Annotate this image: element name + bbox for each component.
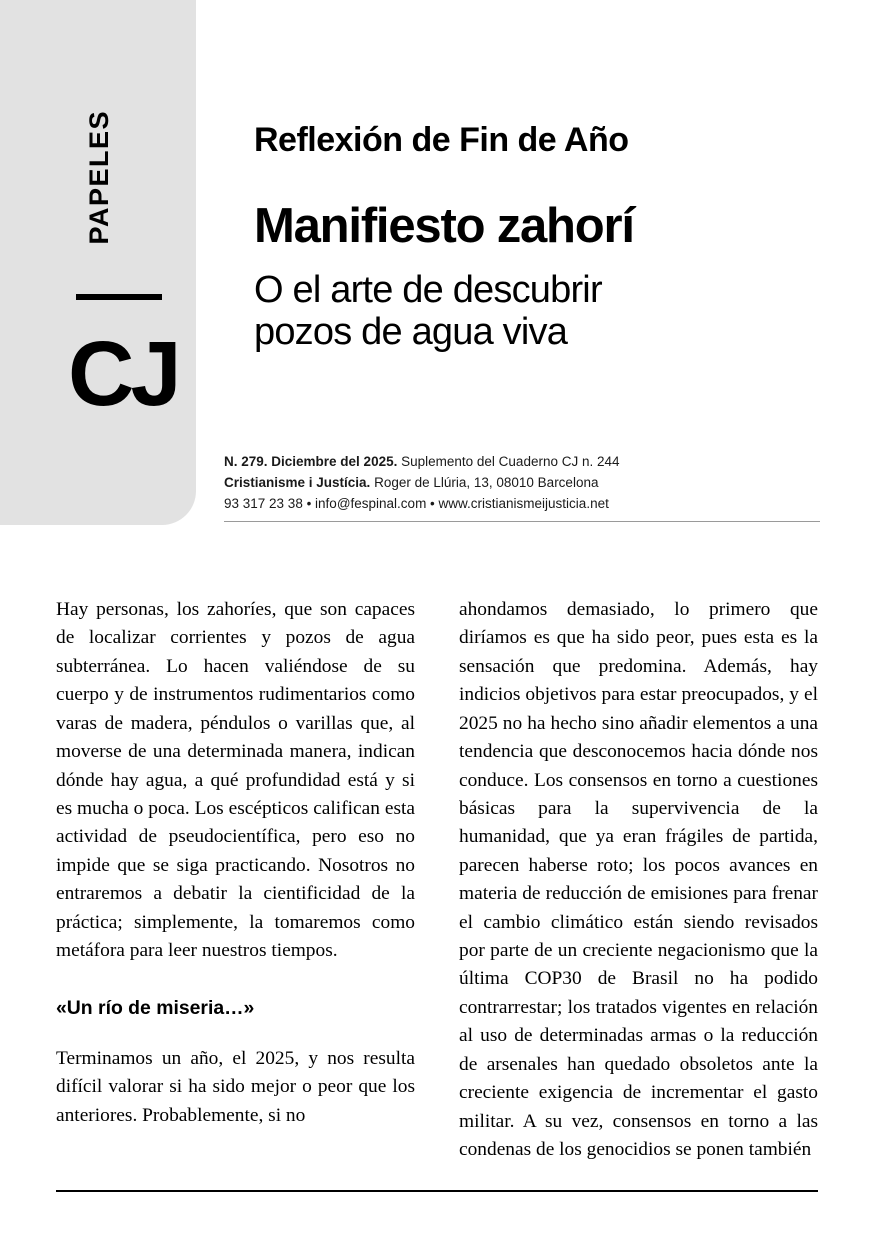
subtitle-line-1: O el arte de descubrir <box>254 268 602 311</box>
body-column-left <box>56 596 415 1164</box>
imprint-line-2 <box>224 473 820 494</box>
imprint-block <box>224 452 820 515</box>
kicker-text: Reflexión de Fin de Año <box>254 121 629 159</box>
cj-logo: CJ <box>68 323 178 425</box>
papeles-vertical-label: PAPELES <box>84 110 114 245</box>
imprint-publisher: Cristianisme i Justícia. <box>224 474 371 490</box>
paragraph: Terminamos un año, el 2025, y nos resulta difícil valorar si ha sido mejor o peor que los anteriores. Probablemente, si no <box>56 1047 415 1126</box>
imprint-address: Roger de Llúria, 13, 08010 Barcelona <box>370 474 599 490</box>
article-body <box>56 596 818 1164</box>
masthead <box>0 0 874 530</box>
imprint-issue-rest: Suplemento del Cuaderno CJ n. 244 <box>397 454 620 469</box>
imprint-issue-number: N. 279. Diciembre del 2025. <box>224 454 398 469</box>
paragraph: Hay personas, los zahoríes, que son capaces de localizar corrientes y pozos de agua subterránea. Lo hacen valiéndose de su cuerpo y de instrumentos rudimentarios como varas de madera, péndulos o varillas que, al moverse de una determinada manera, indican dónde hay agua, a qué profundidad está y si es mucha o poca. Los escépticos califican esta actividad de pseudocientífica, pero eso no impide que se siga practicando. Nosotros no entraremos a debatir la cientificidad de la práctica; simplemente, la tomaremos como metáfora para leer nuestros tiempos. <box>56 599 415 962</box>
page-title: Manifiesto zahorí <box>254 199 634 254</box>
body-column-right <box>459 596 818 1164</box>
subtitle-line-2: pozos de agua viva <box>254 311 568 354</box>
section-heading: «Un río de miseria…» <box>56 997 255 1020</box>
footer-divider-rule <box>56 1190 818 1192</box>
brand-divider-rule <box>76 294 162 300</box>
brand-block <box>0 0 196 525</box>
imprint-line-1 <box>224 452 820 473</box>
title-area <box>254 0 820 354</box>
paragraph: ahondamos demasiado, lo primero que diríamos es que ha sido peor, pues esta es la sensación que predomina. Además, hay indicios objetivos para estar preocupados, y el 2025 no ha hecho sino añadir elementos a una tendencia que desconocemos hacia dónde nos conduce. Los consensos en torno a cuestiones básicas para la supervivencia de la humanidad, que ya eran frágiles de partida, parecen haberse roto; los pocos avances en materia de reducción de emisiones para frenar el cambio climático están siendo revisados por parte de un creciente negacionismo que la última COP30 de Brasil no ha podido contrarrestar; los tratados vigentes en relación al uso de determinadas armas o la reducción de arsenales han quedado obsoletos ante la creciente exigencia de incrementar el gasto militar. A su vez, consensos en torno a las condenas de los genocidios se ponen también <box>459 599 818 1161</box>
imprint-contact-line: 93 317 23 38 • info@fespinal.com • www.cristianismeijusticia.net <box>224 495 609 511</box>
imprint-divider-rule <box>224 521 820 522</box>
